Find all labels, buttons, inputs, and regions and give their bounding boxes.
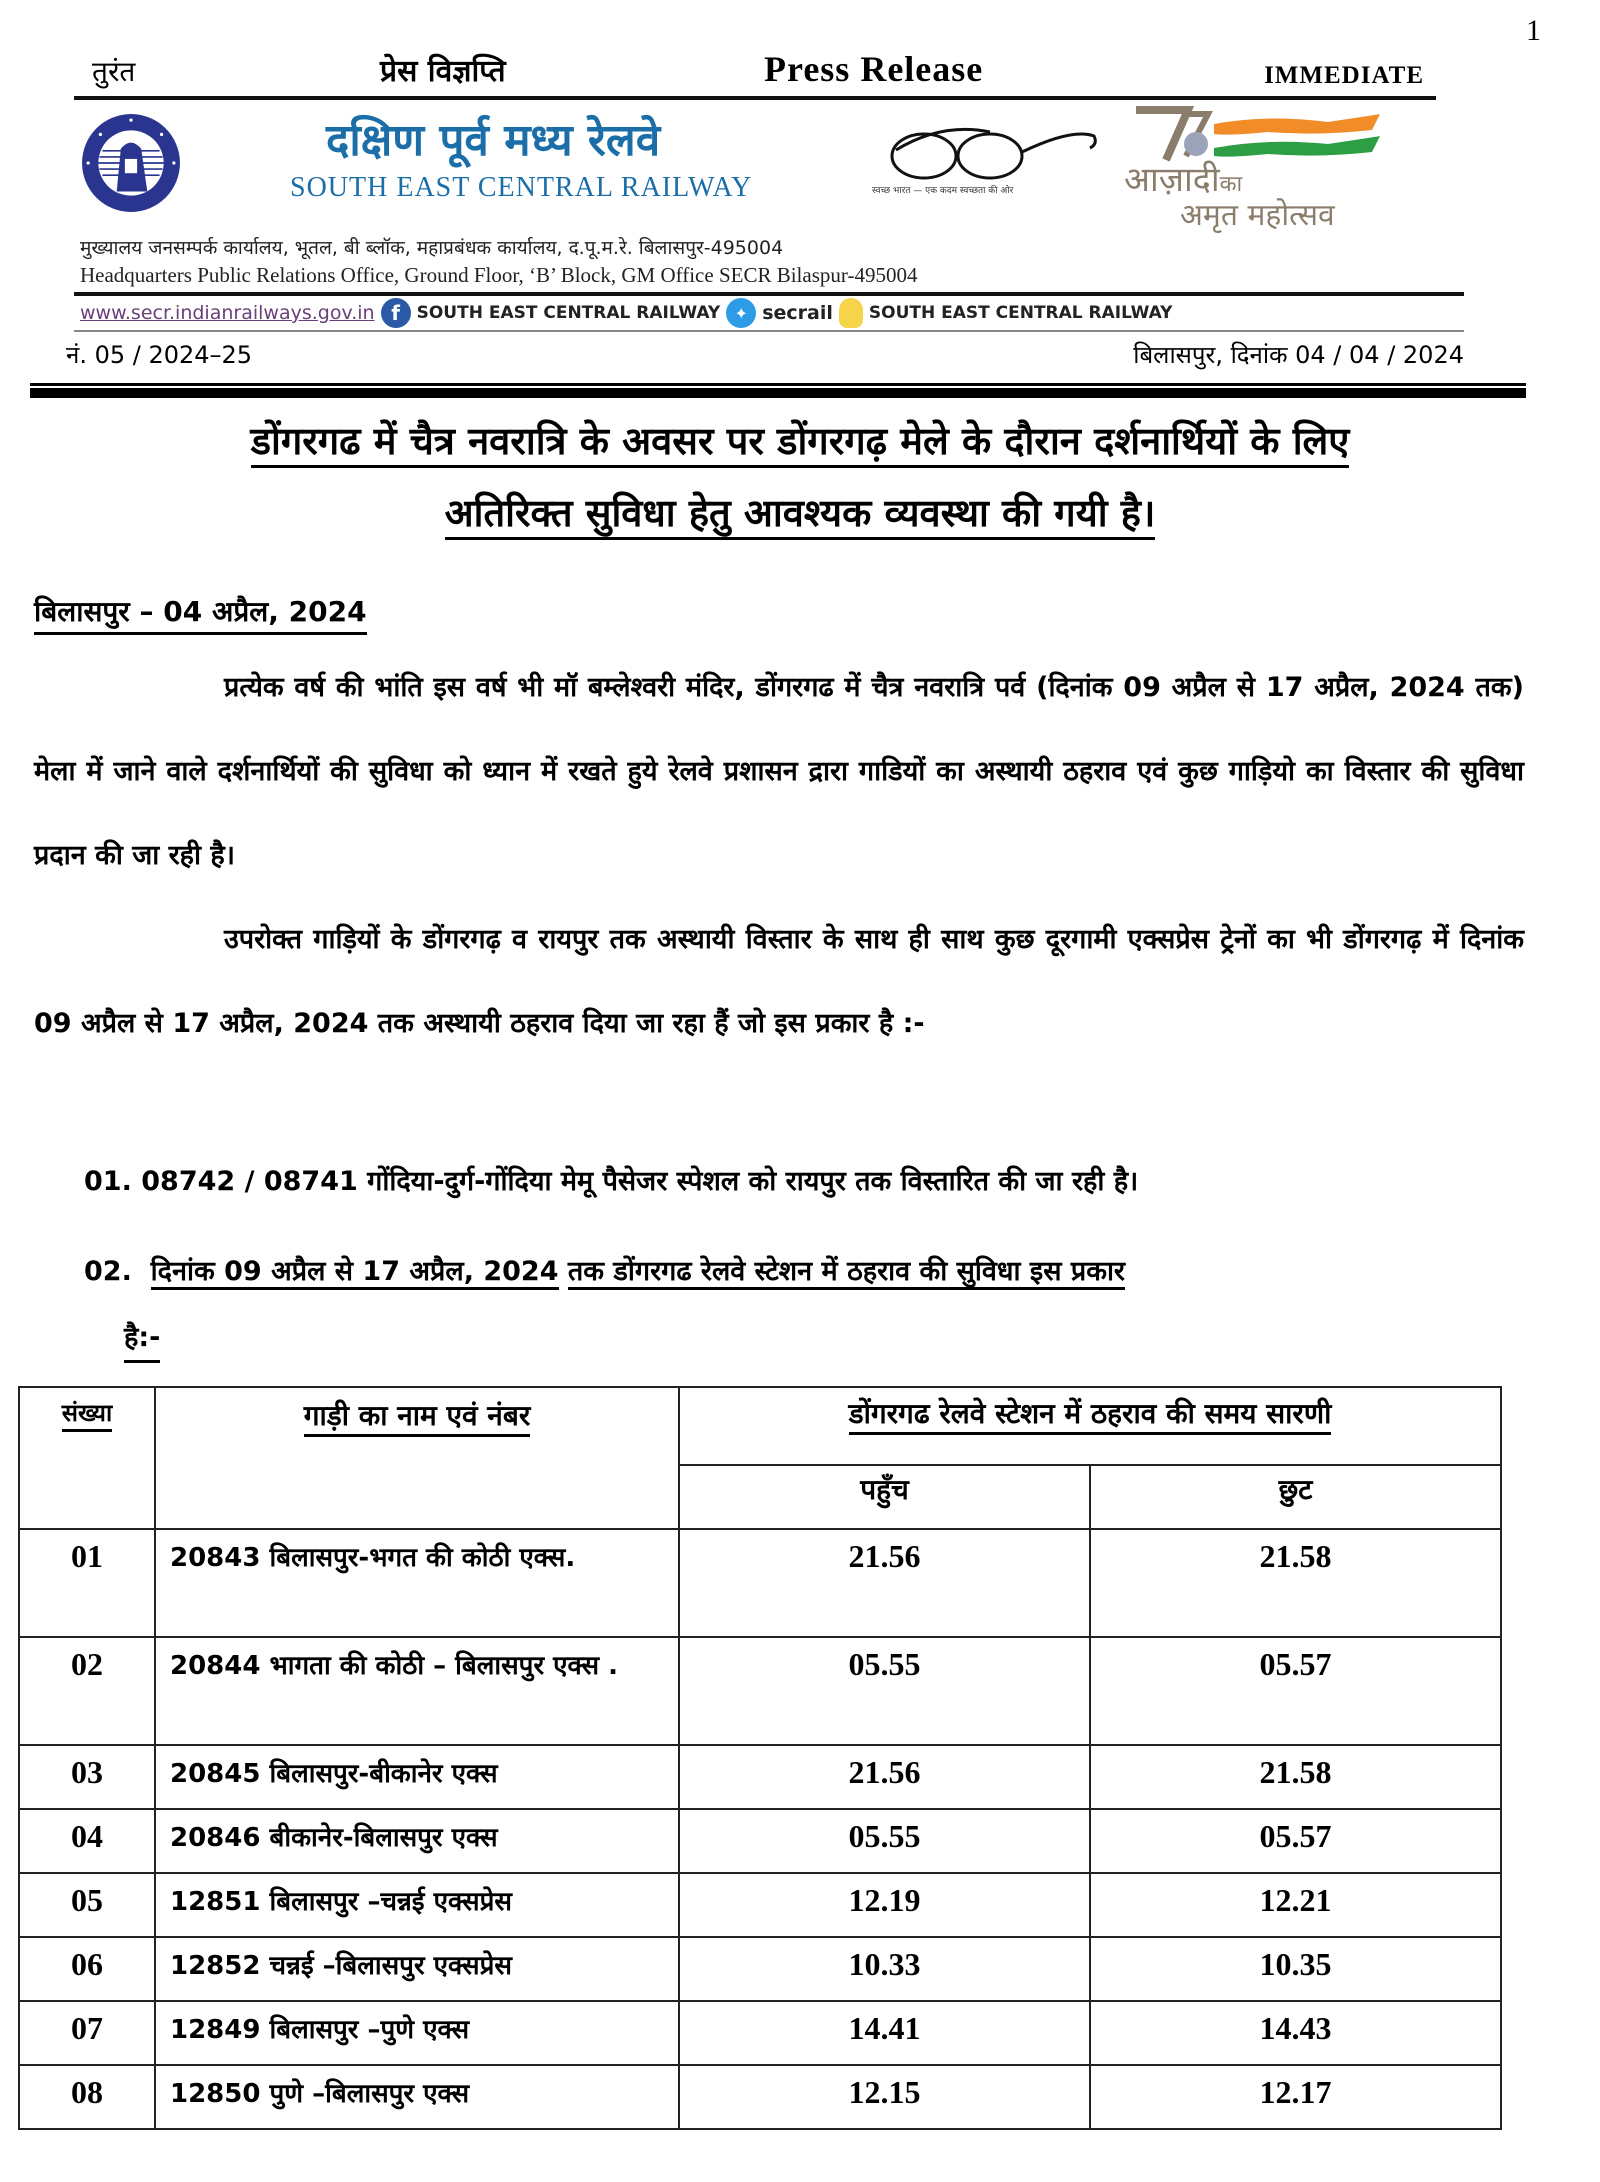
header-arrival: पहुँच <box>679 1465 1090 1529</box>
cell-serial: 06 <box>19 1937 155 2001</box>
immediate-label: IMMEDIATE <box>1264 62 1424 89</box>
cell-departure: 10.35 <box>1090 1937 1501 2001</box>
cell-arrival: 14.41 <box>679 2001 1090 2065</box>
cell-train-name: 12850 पुणे –बिलासपुर एक्स <box>155 2065 679 2129</box>
reference-number: नं. 05 / 2024–25 <box>66 341 253 369</box>
press-release-title-hi: प्रेस विज्ञप्ति <box>380 54 506 89</box>
twitter-handle[interactable]: secrail <box>762 302 833 324</box>
table-row <box>19 2065 1501 2129</box>
cell-train-name: 12849 बिलासपुर –पुणे एक्स <box>155 2001 679 2065</box>
cell-serial: 07 <box>19 2001 155 2065</box>
cell-arrival: 21.56 <box>679 1745 1090 1809</box>
header-serial-text: संख्या <box>62 1399 112 1432</box>
place-and-date: बिलासपुर, दिनांक 04 / 04 / 2024 <box>1133 341 1464 369</box>
cell-train-name: 20844 भागता की कोठी – बिलासपुर एक्स . <box>155 1637 679 1745</box>
table-row <box>19 2001 1501 2065</box>
cell-arrival: 10.33 <box>679 1937 1090 2001</box>
table-row <box>19 1637 1501 1745</box>
azadi-word: आज़ादी <box>1124 160 1220 200</box>
organization-name-en: SOUTH EAST CENTRAL RAILWAY <box>290 172 753 203</box>
header-train-text: गाड़ी का नाम एवं नंबर <box>304 1399 531 1437</box>
header-serial <box>19 1387 155 1529</box>
azadi-text-line2: अमृत महोत्सव <box>1180 198 1335 233</box>
table-row <box>19 1809 1501 1873</box>
header-train <box>155 1387 679 1529</box>
address-en: Headquarters Public Relations Office, Ground Floor, ‘B’ Block, GM Office SECR Bilaspur-495004 <box>80 263 918 287</box>
cell-departure: 14.43 <box>1090 2001 1501 2065</box>
cell-departure: 05.57 <box>1090 1637 1501 1745</box>
header-departure: छुट <box>1090 1465 1501 1529</box>
divider <box>30 383 1526 386</box>
headline-line-1 <box>30 414 1570 468</box>
list-item-text-date: दिनांक 09 अप्रैल से 17 अप्रैल, 2024 <box>151 1256 559 1290</box>
organization-name-hi: दक्षिण पूर्व मध्य रेलवे <box>326 115 661 166</box>
indian-railways-logo <box>80 112 182 214</box>
azadi-ka-word: का <box>1219 172 1243 197</box>
list-item-text: तक डोंगरगढ रेलवे स्टेशन में ठहराव की सुविधा इस प्रकार <box>568 1256 1125 1290</box>
divider-thick <box>30 388 1526 398</box>
press-release-strip <box>74 48 1436 100</box>
cell-arrival: 12.19 <box>679 1873 1090 1937</box>
table-row <box>19 1937 1501 2001</box>
cell-serial: 03 <box>19 1745 155 1809</box>
cell-departure: 05.57 <box>1090 1809 1501 1873</box>
header-schedule <box>679 1387 1501 1465</box>
table-row <box>19 1745 1501 1809</box>
address-hi: मुख्यालय जनसम्पर्क कार्यालय, भूतल, बी ब्लॉक, महाप्रबंधक कार्यालय, द.पू.म.रे. बिलासपुर-495004 <box>80 237 784 259</box>
swachh-bharat-tagline: स्वच्छ भारत — एक कदम स्वच्छता की ओर <box>872 186 1014 196</box>
cell-serial: 05 <box>19 1873 155 1937</box>
cell-train-name: 20846 बीकानेर-बिलासपुर एक्स <box>155 1809 679 1873</box>
koo-icon[interactable] <box>839 298 863 328</box>
cell-arrival: 05.55 <box>679 1809 1090 1873</box>
header-schedule-text: डोंगरगढ रेलवे स्टेशन में ठहराव की समय सारणी <box>849 1397 1332 1435</box>
table-row <box>19 1529 1501 1637</box>
cell-departure: 12.21 <box>1090 1873 1501 1937</box>
facebook-label[interactable]: SOUTH EAST CENTRAL RAILWAY <box>416 303 721 323</box>
cell-arrival: 05.55 <box>679 1637 1090 1745</box>
dateline: बिलासपुर – 04 अप्रैल, 2024 <box>34 592 367 635</box>
paragraph-1: प्रत्येक वर्ष की भांति इस वर्ष भी मॉ बम्लेश्वरी मंदिर, डोंगरगढ में चैत्र नवरात्रि पर्व (दिनांक 09 अप्रैल से 17 अप्रैल, 2024 तक) मेला में जाने वाले दर्शनार्थियों की सुविधा को ध्यान में रखते हुये रेलवे प्रशासन द्रारा गाडियों का अस्थायी ठहराव एवं कुछ गाड़ियो का विस्तार की सुविधा प्रदान की जा रही है। <box>34 672 1524 871</box>
cell-arrival: 21.56 <box>679 1529 1090 1637</box>
list-item-text-end: है:- <box>124 1316 160 1363</box>
cell-train-name: 20843 बिलासपुर-भगत की कोठी एक्स. <box>155 1529 679 1637</box>
list-item-number: 01. <box>84 1166 132 1197</box>
cell-serial: 02 <box>19 1637 155 1745</box>
press-release-title-en: Press Release <box>764 49 984 89</box>
cell-train-name: 20845 बिलासपुर-बीकानेर एक्स <box>155 1745 679 1809</box>
swachh-bharat-logo <box>872 120 1102 184</box>
headline-text-1: डोंगरगढ में चैत्र नवरात्रि के अवसर पर डोंगरगढ़ मेले के दौरान दर्शनार्थियों के लिए <box>251 419 1350 468</box>
cell-train-name: 12851 बिलासपुर –चन्नई एक्सप्रेस <box>155 1873 679 1937</box>
cell-departure: 21.58 <box>1090 1529 1501 1637</box>
facebook-icon[interactable]: f <box>381 298 411 328</box>
cell-serial: 04 <box>19 1809 155 1873</box>
cell-departure: 12.17 <box>1090 2065 1501 2129</box>
stoppage-schedule-table <box>18 1386 1502 2130</box>
twitter-icon[interactable]: ✦ <box>726 298 756 328</box>
table-row <box>19 1873 1501 1937</box>
cell-serial: 01 <box>19 1529 155 1637</box>
headline-line-2 <box>30 486 1570 540</box>
website-link[interactable]: www.secr.indianrailways.gov.in <box>80 302 375 324</box>
cell-serial: 08 <box>19 2065 155 2129</box>
cell-arrival: 12.15 <box>679 2065 1090 2129</box>
headline-text-2: अतिरिक्त सुविधा हेतु आवश्यक व्यवस्था की गयी है। <box>445 491 1156 540</box>
koo-label[interactable]: SOUTH EAST CENTRAL RAILWAY <box>868 303 1173 323</box>
list-item-number: 02. <box>84 1256 132 1287</box>
social-bar <box>74 296 1464 332</box>
list-item-text: 08742 / 08741 गोंदिया-दुर्ग-गोंदिया मेमू पैसेजर स्पेशल को रायपुर तक विस्तारित की जा रही है। <box>141 1166 1139 1197</box>
cell-train-name: 12852 चन्नई –बिलासपुर एक्सप्रेस <box>155 1937 679 2001</box>
cell-departure: 21.58 <box>1090 1745 1501 1809</box>
list-item-01 <box>84 1160 1138 1204</box>
list-item-02 <box>84 1250 1125 1294</box>
urgent-label-hi: तुरंत <box>92 55 136 88</box>
page-number: 1 <box>1526 14 1541 47</box>
paragraph-2: उपरोक्त गाड़ियों के डोंगरगढ़ व रायपुर तक अस्थायी विस्तार के साथ ही साथ कुछ दूरगामी एक्सप्रेस ट्रेनों का भी डोंगरगढ़ में दिनांक 09 अप्रैल से 17 अप्रैल, 2024 तक अस्थायी ठहराव दिया जा रहा हैं जो इस प्रकार है :- <box>34 924 1524 1039</box>
